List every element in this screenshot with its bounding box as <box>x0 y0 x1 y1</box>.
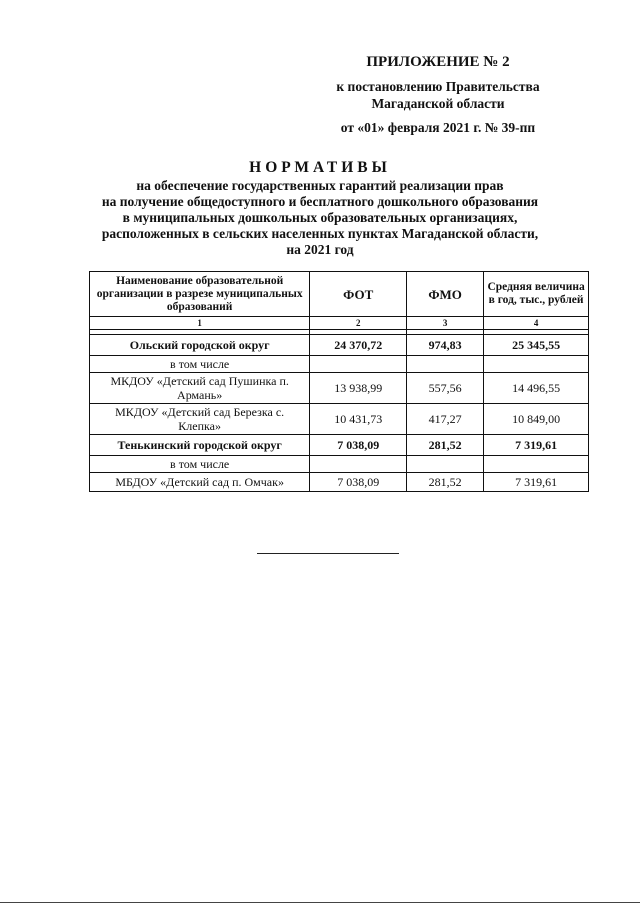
appendix-line-3: от «01» февраля 2021 г. № 39-пп <box>340 120 536 135</box>
row-fot <box>310 456 407 473</box>
row-fot: 10 431,73 <box>310 404 407 435</box>
row-fot: 7 038,09 <box>310 435 407 456</box>
heading-subtitle-5: на 2021 год <box>286 242 354 257</box>
row-avg: 14 496,55 <box>484 373 589 404</box>
row-avg: 10 849,00 <box>484 404 589 435</box>
column-number: 1 <box>90 317 310 330</box>
header-avg: Средняя величина в год, тыс., рублей <box>484 272 589 317</box>
heading-subtitle-4: расположенных в сельских населенных пунктах Магаданской области, <box>101 226 539 241</box>
row-avg: 25 345,55 <box>484 335 589 356</box>
column-numbers-row <box>90 317 589 330</box>
column-number: 4 <box>484 317 589 330</box>
row-name: Ольский городской округ <box>90 335 310 356</box>
row-fmo <box>407 456 484 473</box>
table-row <box>90 456 589 473</box>
row-name: в том числе <box>90 456 310 473</box>
row-name: МКДОУ «Детский сад Березка с. Клепка» <box>90 404 310 435</box>
heading-subtitle-3: в муниципальных дошкольных образовательных организациях, <box>122 210 518 225</box>
heading-subtitle-2: на получение общедоступного и бесплатного дошкольного образования <box>101 194 539 209</box>
row-fmo: 417,27 <box>407 404 484 435</box>
row-fmo <box>407 356 484 373</box>
row-fot <box>310 356 407 373</box>
appendix-block <box>318 53 558 136</box>
normatives-table <box>89 271 589 492</box>
row-avg <box>484 456 589 473</box>
row-fmo: 281,52 <box>407 473 484 492</box>
document-heading <box>0 158 640 258</box>
table-row <box>90 404 589 435</box>
column-number: 2 <box>310 317 407 330</box>
row-avg: 7 319,61 <box>484 473 589 492</box>
header-fot: ФОТ <box>310 272 407 317</box>
row-fot: 13 938,99 <box>310 373 407 404</box>
row-name: МБДОУ «Детский сад п. Омчак» <box>90 473 310 492</box>
heading-subtitle-1: на обеспечение государственных гарантий реализации прав <box>136 178 504 193</box>
row-name: Тенькинский городской округ <box>90 435 310 456</box>
table-header-row <box>90 272 589 317</box>
header-name: Наименование образовательной организации в разрезе муниципальных образований <box>90 272 310 317</box>
row-fot: 24 370,72 <box>310 335 407 356</box>
appendix-line-2: Магаданской области <box>371 96 505 111</box>
row-fmo: 557,56 <box>407 373 484 404</box>
appendix-title: ПРИЛОЖЕНИЕ № 2 <box>366 54 510 70</box>
header-fmo: ФМО <box>407 272 484 317</box>
table-row <box>90 356 589 373</box>
row-name: в том числе <box>90 356 310 373</box>
row-name: МКДОУ «Детский сад Пушинка п. Армань» <box>90 373 310 404</box>
page-bottom-edge <box>0 902 640 903</box>
row-fmo: 974,83 <box>407 335 484 356</box>
table-row <box>90 335 589 356</box>
row-avg <box>484 356 589 373</box>
row-fmo: 281,52 <box>407 435 484 456</box>
appendix-line-1: к постановлению Правительства <box>336 79 540 94</box>
table-row <box>90 435 589 456</box>
column-number: 3 <box>407 317 484 330</box>
closing-separator-line <box>257 553 399 554</box>
table-row <box>90 373 589 404</box>
row-avg: 7 319,61 <box>484 435 589 456</box>
heading-title: НОРМАТИВЫ <box>249 159 391 176</box>
row-fot: 7 038,09 <box>310 473 407 492</box>
table-row <box>90 473 589 492</box>
